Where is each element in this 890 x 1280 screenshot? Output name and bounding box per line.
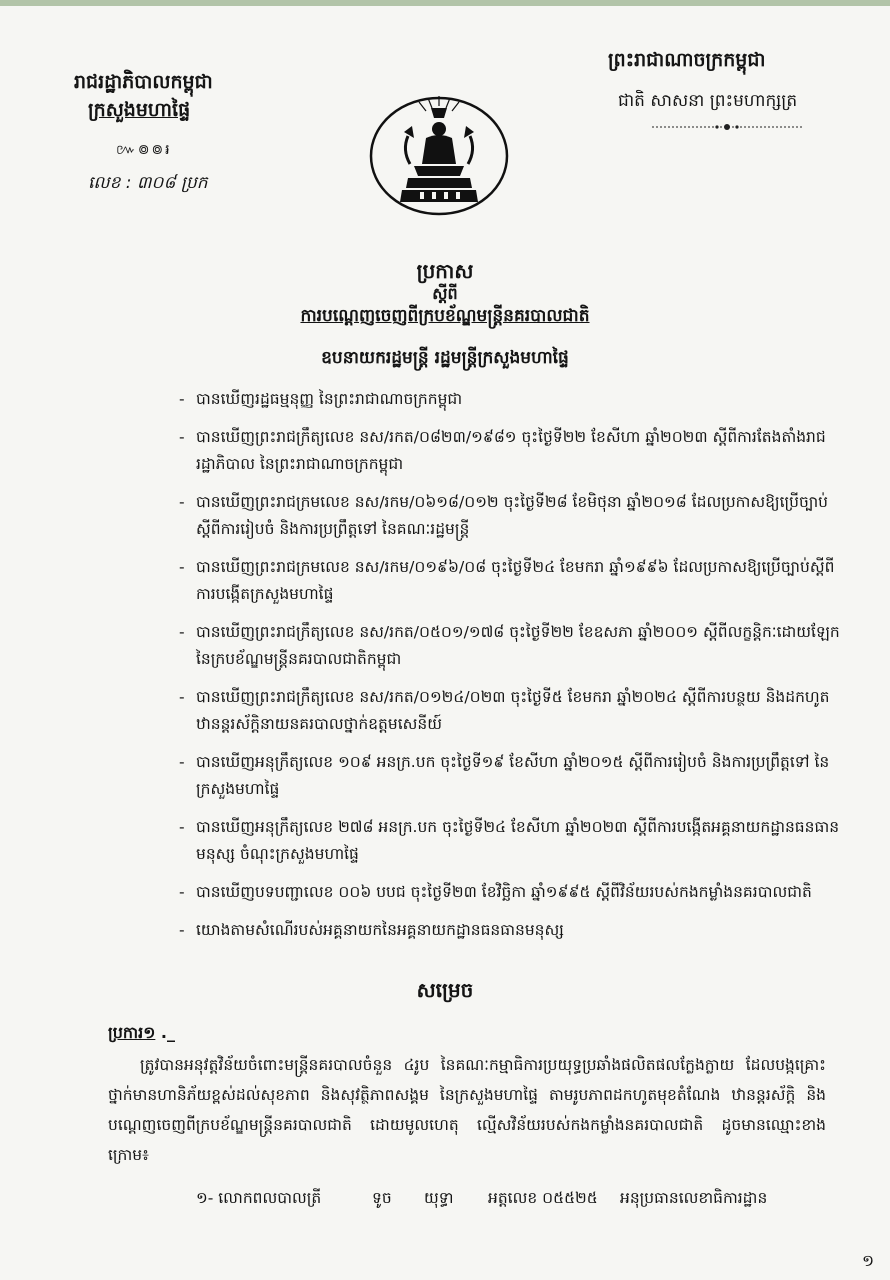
reference-item: - បានឃើញព្រះរាជក្រមលេខ នស/រកម/០១៩៦/០៨ ចុះថ្ងៃទី២៤ ខែមករា ឆ្នាំ១៩៩៦ ដែលប្រកាសឱ្យប្រើច្បាប់ស្តីពីការបង្កើតក្រសួងមហាផ្ទៃ bbox=[176, 554, 848, 608]
person-1-given-name: ទូច bbox=[372, 1189, 392, 1207]
person-1-role: អនុប្រធានលេខាធិការដ្ឋាន bbox=[620, 1189, 768, 1207]
person-1-family-name: យុទ្ធា bbox=[424, 1189, 454, 1207]
reference-item: - បានឃើញរដ្ឋធម្មនុញ្ញ នៃព្រះរាជាណាចក្រកម្ពុជា bbox=[176, 386, 848, 413]
reference-item: - បានឃើញព្រះរាជក្រឹត្យលេខ នស/រកត/០១២៤/០២៣ ចុះថ្ងៃទី៥ ខែមករា ឆ្នាំ២០២៤ ស្តីពីការបន្ថយ និងដកហូតឋានន្តរស័ក្តិនាយនគរបាលថ្នាក់ឧត្តមសេនីយ៍ bbox=[176, 684, 848, 738]
proclamation-title: ប្រកាស bbox=[416, 259, 474, 283]
reference-item: - យោងតាមសំណើរបស់អគ្គនាយកនៃអគ្គនាយកដ្ឋានធនធានមនុស្ស bbox=[176, 917, 848, 944]
government-name: រាជរដ្ឋាភិបាលកម្ពុជា bbox=[74, 71, 213, 93]
proclamation-about: ស្តីពី bbox=[432, 284, 458, 303]
kingdom-name: ព្រះរាជាណាចក្រកម្ពុជា bbox=[608, 49, 766, 71]
document-number: លេខ : ៣០៨ ប្រក bbox=[88, 173, 208, 193]
reference-item: - បានឃើញអនុក្រឹត្យលេខ ២៧៨ អនក្រ.បក ចុះថ្ងៃទី២៤ ខែសីហា ឆ្នាំ២០២៣ ស្តីពីការបង្កើតអគ្គនាយកដ្ឋានធនធានមនុស្ស ចំណុះក្រសួងមហាផ្ទៃ bbox=[176, 814, 848, 868]
legal-references-list bbox=[176, 386, 848, 955]
person-1-index: ១- លោកពលបាលត្រី bbox=[196, 1189, 322, 1207]
reference-item: - បានឃើញអនុក្រឹត្យលេខ ១០៩ អនក្រ.បក ចុះថ្ងៃទី១៩ ខែសីហា ឆ្នាំ២០១៥ ស្តីពីការរៀបចំ និងការប្រព្រឹត្តទៅ នៃក្រសួងមហាផ្ទៃ bbox=[176, 749, 848, 803]
article-1-heading bbox=[108, 1022, 175, 1046]
reference-item: - បានឃើញព្រះរាជក្រឹត្យលេខ នស/រកត/០៥០១/១៧៨ ចុះថ្ងៃទី២២ ខែឧសភា ឆ្នាំ២០០១ ស្តីពីលក្ខន្តិកៈដោយឡែក នៃក្របខ័ណ្ឌមន្ត្រីនគរបាលជាតិកម្ពុជា bbox=[176, 619, 848, 673]
article-1-suffix: ._ bbox=[155, 1023, 175, 1042]
page-top-edge bbox=[0, 0, 890, 6]
royal-coat-of-arms-icon bbox=[368, 92, 510, 216]
proclamation-subject: ការបណ្តេញចេញពីក្របខ័ណ្ឌមន្ត្រីនគរបាលជាតិ bbox=[300, 306, 590, 326]
motto-ornament-icon bbox=[652, 120, 802, 134]
article-1-body: ត្រូវបានអនុវត្តវិន័យចំពោះមន្ត្រីនគរបាលចំនួន ៤រូប នៃគណៈកម្មាធិការប្រយុទ្ធប្រឆាំងផលិតផលក្លែងក្លាយ ដែលបង្កគ្រោះថ្នាក់មានហានិភ័យខ្ពស់ដល់សុខភាព និងសុវត្ថិភាពសង្គម នៃក្រសួងមហាផ្ទៃ តាមរូបភាពដកហូតមុខតំណែង ឋានន្តរស័ក្តិ និងបណ្តេញចេញពីក្របខ័ណ្ឌមន្ត្រីនគរបាលជាតិ ដោយមូលហេតុ ល្មើសវិន័យរបស់កងកម្លាំងនគរបាលជាតិ ដូចមានឈ្មោះខាងក្រោម៖ bbox=[108, 1056, 826, 1164]
reference-item: - បានឃើញបទបញ្ជាលេខ ០០៦ បបជ ចុះថ្ងៃទី២៣ ខែវិច្ឆិកា ឆ្នាំ១៩៩៥ ស្តីពីវិន័យរបស់កងកម្លាំងនគរបាលជាតិ bbox=[176, 879, 848, 906]
article-1-label: ប្រការ១ bbox=[108, 1023, 156, 1042]
person-1-id: អត្តលេខ ០៥៥២៥ bbox=[488, 1189, 598, 1207]
issuing-authority: ឧបនាយករដ្ឋមន្ត្រី រដ្ឋមន្ត្រីក្រសួងមហាផ្ទៃ bbox=[321, 348, 569, 368]
page-number: ១ bbox=[862, 1251, 875, 1270]
decision-heading: សម្រេច bbox=[416, 978, 474, 1002]
left-ornament: ៚៙៙៛ bbox=[116, 142, 172, 158]
reference-item: - បានឃើញព្រះរាជក្រមលេខ នស/រកម/០៦១៨/០១២ ចុះថ្ងៃទី២៨ ខែមិថុនា ឆ្នាំ២០១៨ ដែលប្រកាសឱ្យប្រើច្បាប់ស្តីពីការរៀបចំ និងការប្រព្រឹត្តទៅ នៃគណៈរដ្ឋមន្ត្រី bbox=[176, 489, 848, 543]
reference-item: - បានឃើញព្រះរាជក្រឹត្យលេខ នស/រកត/០៨២៣/១៩៨១ ចុះថ្ងៃទី២២ ខែសីហា ឆ្នាំ២០២៣ ស្តីពីការតែងតាំងរាជរដ្ឋាភិបាល នៃព្រះរាជាណាចក្រកម្ពុជា bbox=[176, 424, 848, 478]
ministry-name: ក្រសួងមហាផ្ទៃ bbox=[88, 99, 191, 121]
national-motto: ជាតិ សាសនា ព្រះមហាក្សត្រ bbox=[618, 91, 798, 111]
